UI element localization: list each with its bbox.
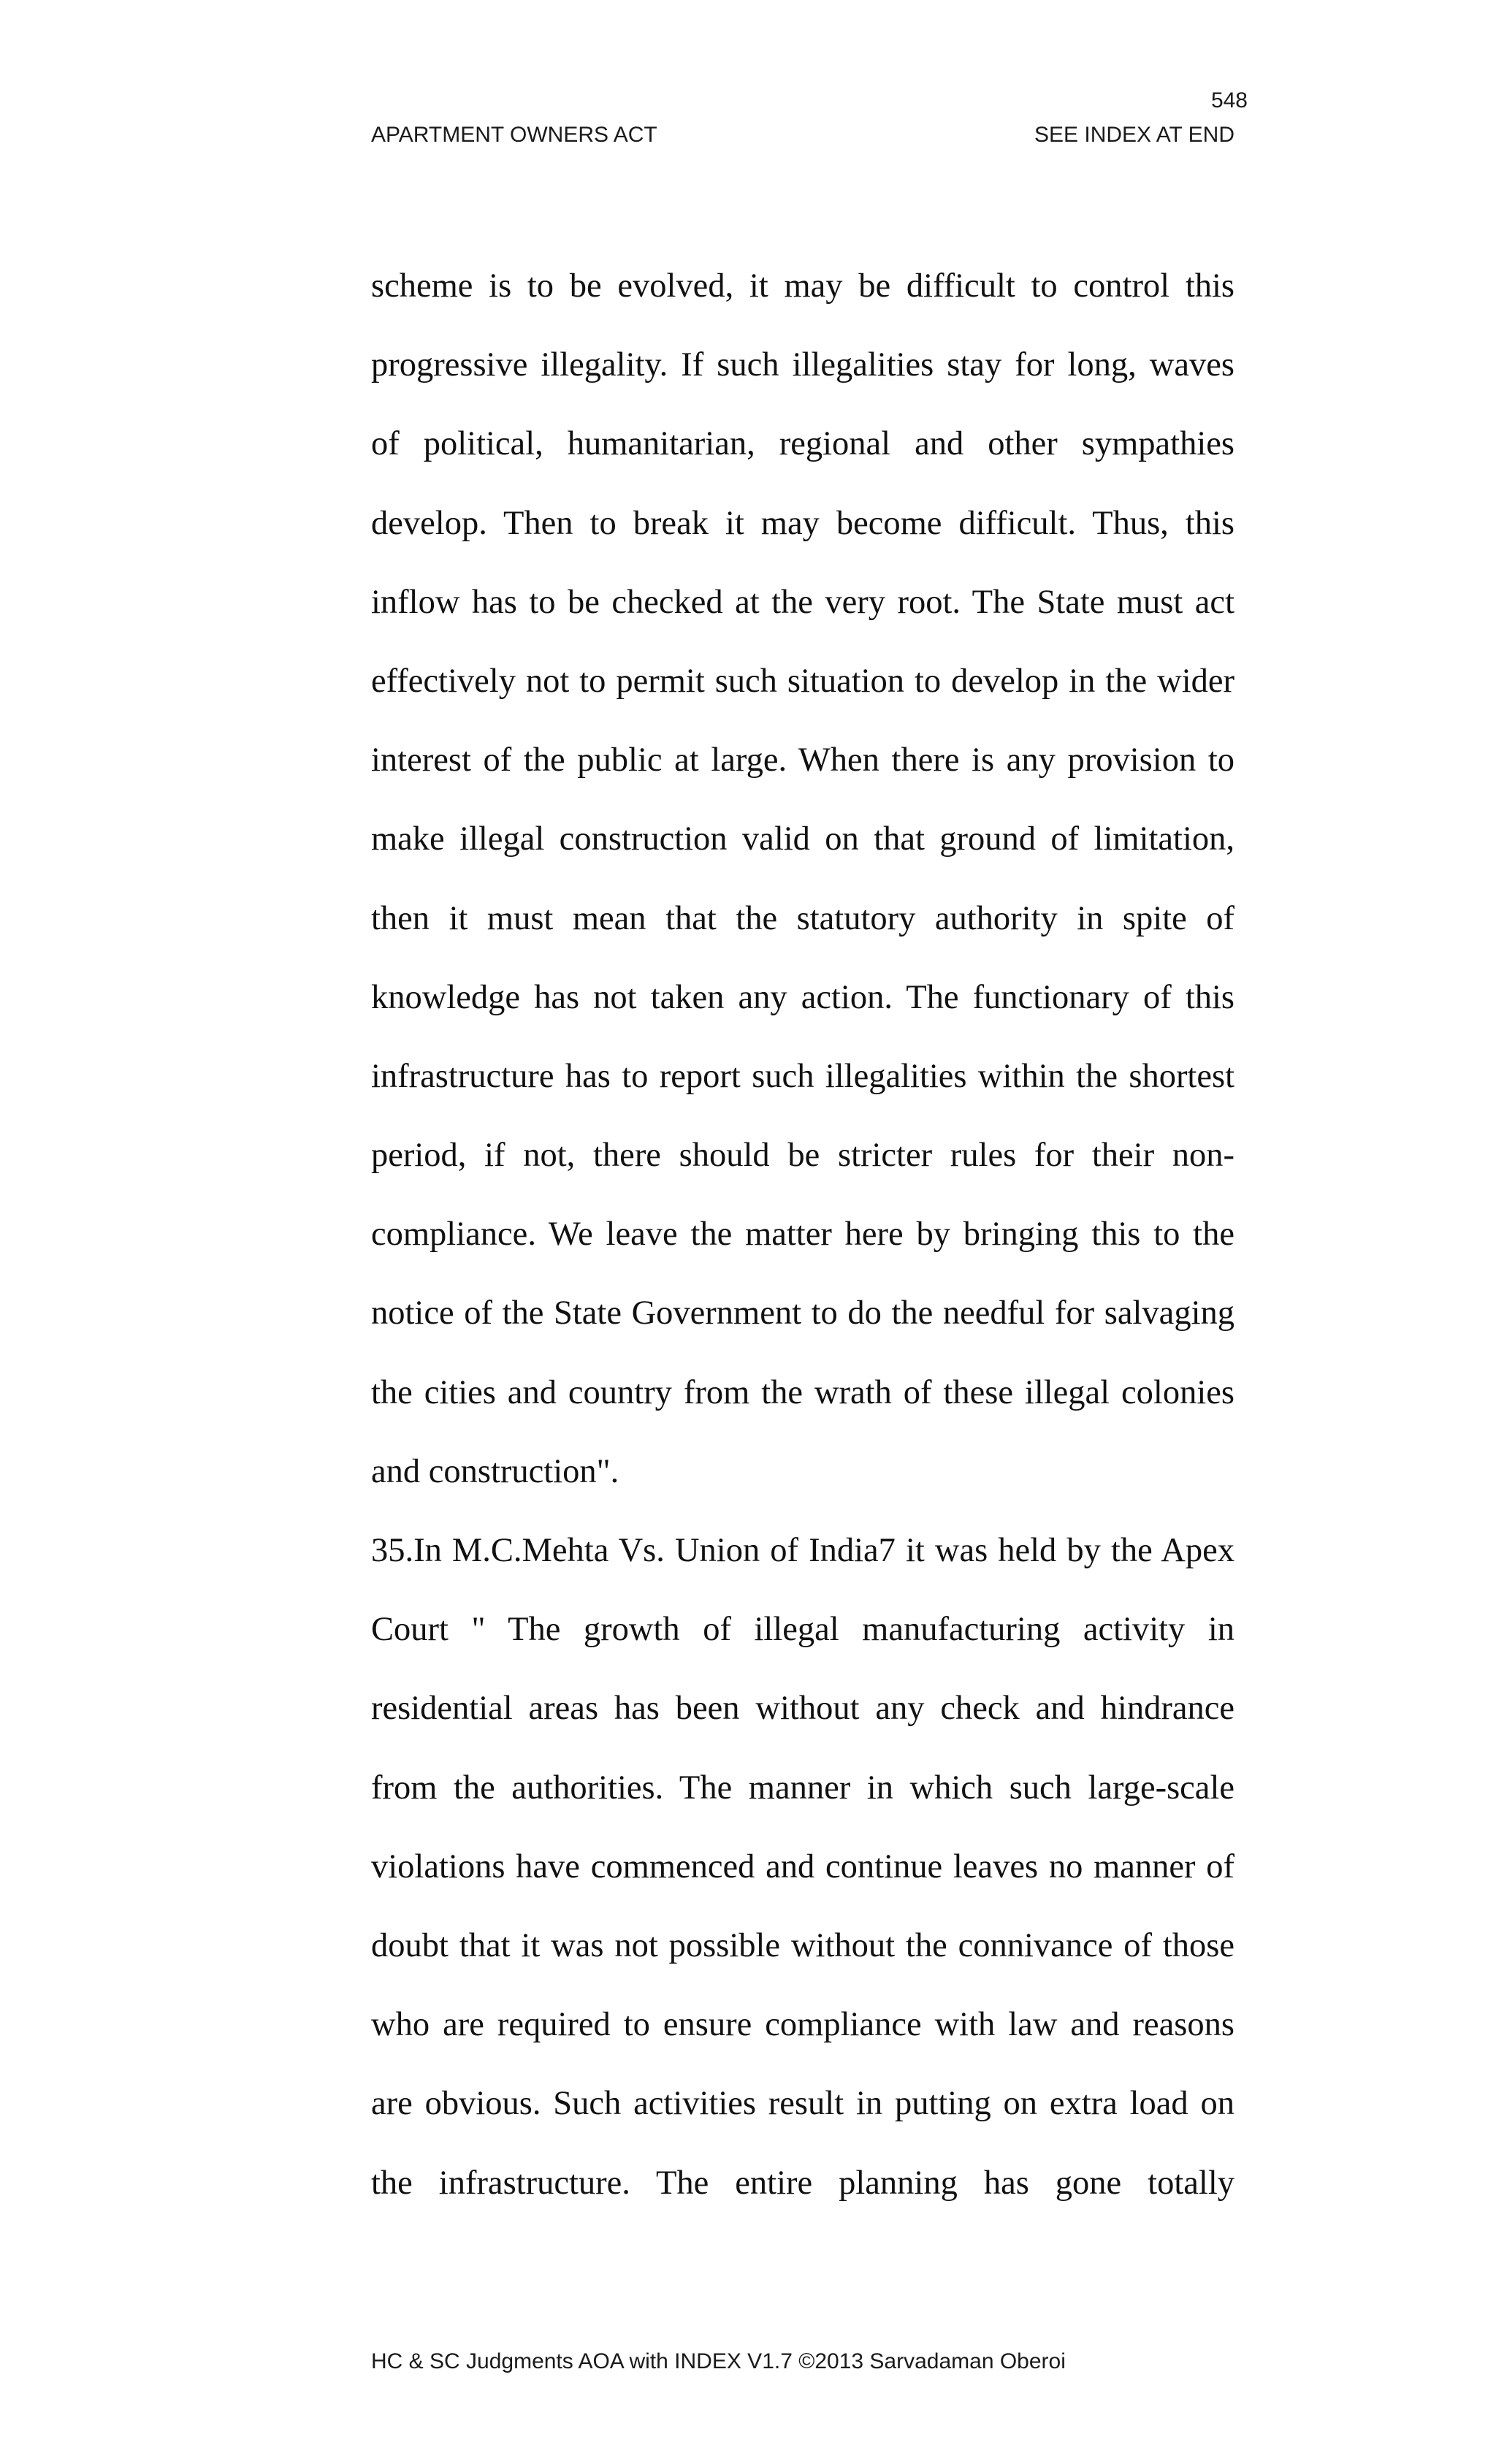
body-line: are obvious. Such activities result in putting on extra load on — [371, 2085, 1234, 2123]
page-number: 548 — [1210, 88, 1248, 112]
body-line: the cities and country from the wrath of these illegal colonies — [371, 1373, 1234, 1411]
body-line: from the authorities. The manner in which such large-scale — [371, 1769, 1234, 1807]
body-line: develop. Then to break it may become difficult. Thus, this — [371, 504, 1234, 542]
body-line: the infrastructure. The entire planning has gone totally — [371, 2164, 1234, 2202]
body-line: who are required to ensure compliance with law and reasons — [371, 2006, 1234, 2044]
running-header — [371, 122, 1234, 148]
body-line: knowledge has not taken any action. The functionary of this — [371, 978, 1234, 1016]
body-line: then it must mean that the statutory authority in spite of — [371, 899, 1234, 937]
body-line: notice of the State Government to do the needful for salvaging — [371, 1294, 1234, 1332]
body-line: effectively not to permit such situation to develop in the wider — [371, 662, 1234, 700]
body-line: doubt that it was not possible without the connivance of those — [371, 1926, 1234, 1964]
body-line: period, if not, there should be stricter rules for their non- — [371, 1137, 1234, 1175]
body-text — [371, 257, 1234, 2233]
body-line: inflow has to be checked at the very root. The State must act — [371, 583, 1234, 621]
body-line: scheme is to be evolved, it may be difficult to control this — [371, 267, 1234, 305]
body-line: 35.In M.C.Mehta Vs. Union of India7 it was held by the Apex — [371, 1532, 1234, 1569]
body-line: and construction". — [371, 1452, 619, 1490]
body-line: of political, humanitarian, regional and other sympathies — [371, 425, 1234, 463]
body-line: Court " The growth of illegal manufacturing activity in — [371, 1611, 1234, 1649]
body-line: make illegal construction valid on that ground of limitation, — [371, 820, 1234, 858]
body-line: interest of the public at large. When there is any provision to — [371, 741, 1234, 779]
body-line: progressive illegality. If such illegalities stay for long, waves — [371, 346, 1234, 384]
header-left-title: APARTMENT OWNERS ACT — [371, 123, 657, 147]
body-line: residential areas has been without any check and hindrance — [371, 1690, 1234, 1728]
body-line: violations have commenced and continue leaves no manner of — [371, 1847, 1234, 1885]
body-line: infrastructure has to report such illegalities within the shortest — [371, 1057, 1234, 1095]
header-right-note: SEE INDEX AT END — [1034, 123, 1234, 147]
page-footer: HC & SC Judgments AOA with INDEX V1.7 ©2013 Sarvadaman Oberoi — [371, 2349, 1066, 2373]
body-line: compliance. We leave the matter here by bringing this to the — [371, 1216, 1234, 1254]
